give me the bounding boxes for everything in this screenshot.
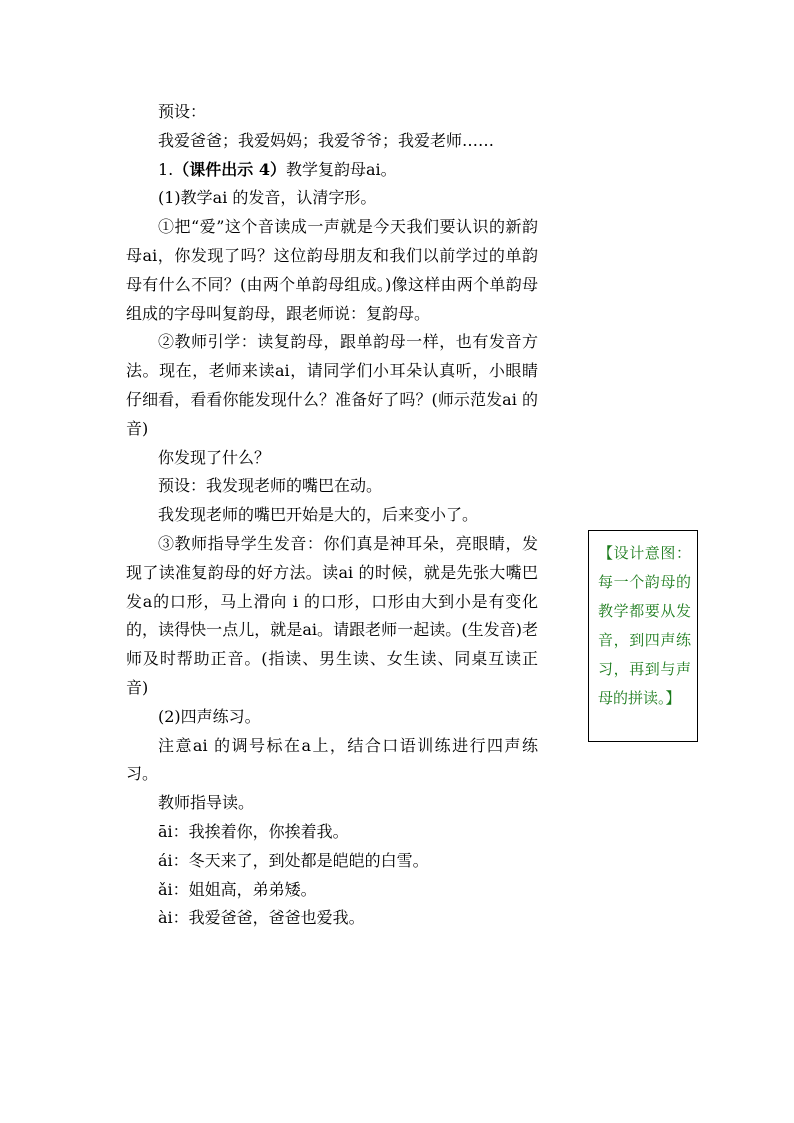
lesson-paragraph: ①把“爱”这个音读成一声就是今天我们要认识的新韵母ai，你发现了吗？这位韵母朋友和我们以前学过的单韵母有什么不同？(由两个单韵母组成。)像这样由两个单韵母组成的字母叫复韵母，跟老师说：复韵母。 xyxy=(126,217,538,323)
lesson-paragraph: 我爱爸爸；我爱妈妈；我爱爷爷；我爱老师…… xyxy=(158,130,495,150)
courseware-reference: （课件出示 4） xyxy=(173,159,286,179)
lesson-paragraph: 预设：我发现老师的嘴巴在动。 xyxy=(158,476,383,496)
lesson-paragraph: 你发现了什么？ xyxy=(158,447,271,467)
lesson-body xyxy=(126,98,538,933)
design-intent-text: 【设计意图：每一个韵母的教学都要从发音，到四声练习，再到与声母的拼读。】 xyxy=(598,544,691,707)
lesson-paragraph: (2)四声练习。 xyxy=(158,706,261,726)
tone-practice-line: ǎi：姐姐高，弟弟矮。 xyxy=(158,879,317,899)
tone-practice-line: āi：我挨着你，你挨着我。 xyxy=(158,821,349,841)
lesson-paragraph: 我发现老师的嘴巴开始是大的，后来变小了。 xyxy=(158,505,479,525)
lesson-paragraph: ②教师引学：读复韵母，跟单韵母一样，也有发音方法。现在，老师来读ai，请同学们小耳朵认真听，小眼睛仔细看，看看你能发现什么？准备好了吗？(师示范发ai 的音) xyxy=(126,332,538,438)
lesson-step-heading xyxy=(126,156,538,185)
step-title: 教学复韵母ai。 xyxy=(285,159,397,179)
tone-practice-line: ái：冬天来了，到处都是皑皑的白雪。 xyxy=(158,850,429,870)
lesson-paragraph: 教师指导读。 xyxy=(158,793,255,813)
lesson-paragraph: ③教师指导学生发音：你们真是神耳朵，亮眼睛，发现了读准复韵母的好方法。读ai 的时候，就是先张大嘴巴发a的口形，马上滑向 i 的口形，口形由大到小是有变化的，读得快一点儿，就是ai。请跟老师一起读。(生发音)老师及时帮助正音。(指读、男生读、女生读、同桌互读正音) xyxy=(126,533,538,697)
lesson-paragraph: (1)教学ai 的发音，认清字形。 xyxy=(158,188,377,208)
lesson-paragraph: 预设： xyxy=(158,102,207,121)
tone-practice-line: ài：我爱爸爸，爸爸也爱我。 xyxy=(158,908,365,928)
lesson-paragraph: 注意ai 的调号标在a上，结合口语训练进行四声练习。 xyxy=(126,735,538,784)
design-intent-note xyxy=(588,530,698,742)
step-number: 1. xyxy=(158,159,174,179)
